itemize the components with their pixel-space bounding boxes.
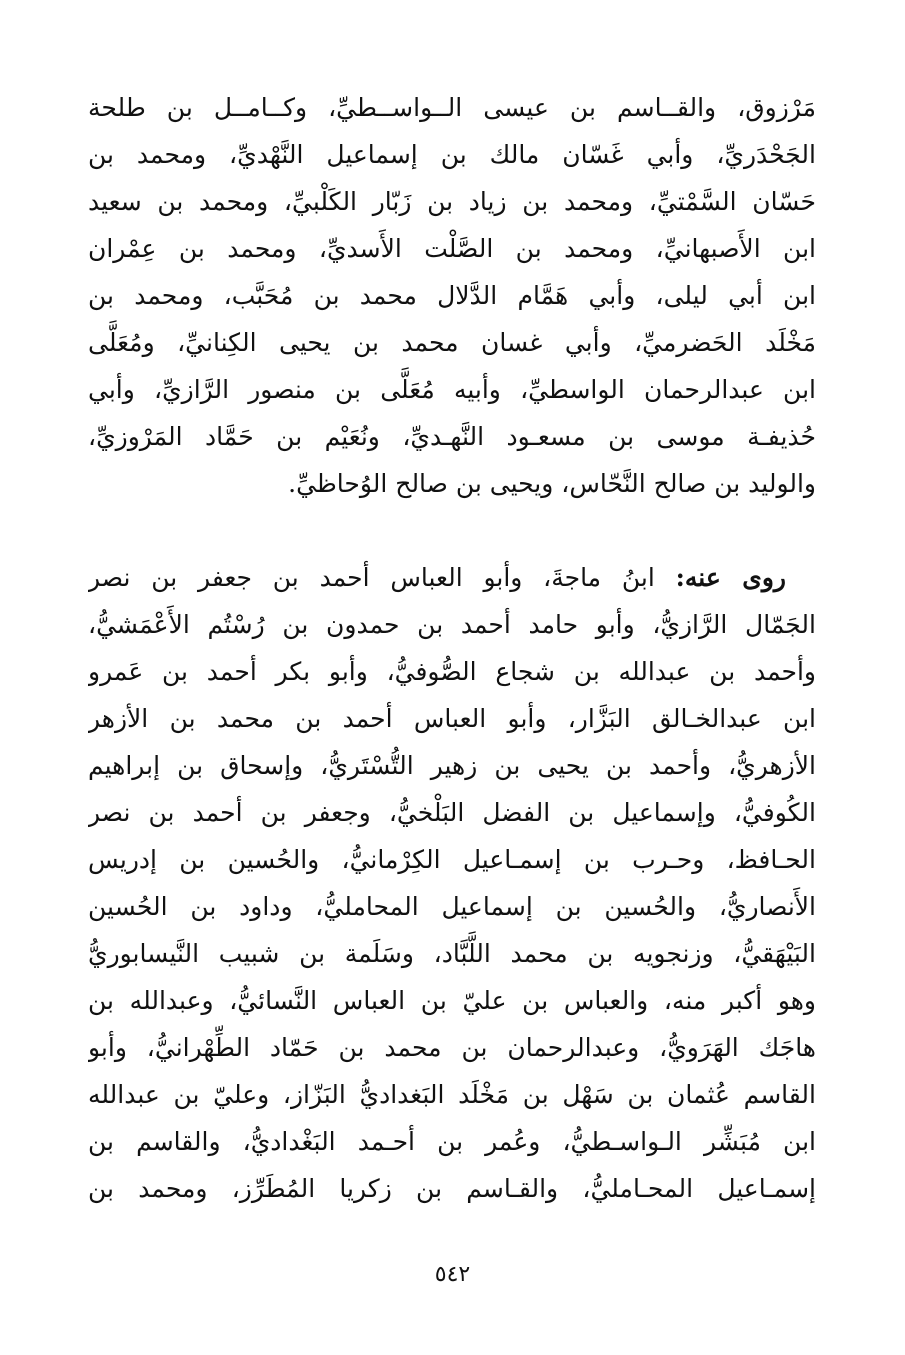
text-line: الأزهريُّ، وأحمد بن يحيى بن زهير التُّسْتَريُّ، وإسحاق بن إبراهيم [88, 751, 816, 780]
text-line: الجَمّال الرَّازيُّ، وأبو حامد أحمد بن حمدون بن رُسْتُم الأَعْمَشيُّ، [88, 610, 816, 639]
text-line: الأَنصاريُّ، والحُسين بن إسماعيل المحامليُّ، وداود بن الحُسين [88, 892, 816, 921]
text-line: ابن الأَصبهانيِّ، ومحمد بن الصَّلْت الأَسديِّ، ومحمد بن عِمْران [88, 234, 816, 263]
text-line: القاسم عُثمان بن سَهْل بن مَخْلَد البَغداديُّ البَزّاز، وعليّ بن عبدالله [88, 1080, 816, 1109]
text-line: هاجَك الهَرَويُّ، وعبدالرحمان بن محمد بن حَمّاد الطِّهْرانيُّ، وأبو [88, 1033, 816, 1062]
text-line: الجَحْدَريِّ، وأبي غَسّان مالك بن إسماعيل النَّهْديِّ، ومحمد بن [88, 140, 816, 169]
text-line: والوليد بن صالح النَّحّاس، ويحيى بن صالح الوُحاظيِّ. [288, 469, 816, 498]
text-line: الحـافظ، وحـرب بن إسمـاعيل الكِرْمانيُّ، والحُسين بن إدريس [88, 845, 816, 874]
text-line: حُذيفـة موسى بن مسعـود النَّهـديِّ، ونُعَيْم بن حَمَّاد المَرْوزيِّ، [88, 422, 816, 451]
page-number: ٥٤٢ [434, 1262, 471, 1287]
text-line: الكُوفيُّ، وإسماعيل بن الفضل البَلْخيُّ، وجعفر بن أحمد بن نصر [88, 798, 816, 827]
text-line: وهو أكبر منه، والعباس بن عليّ بن العباس النَّسائيُّ، وعبدالله بن [88, 986, 816, 1015]
text-line: ابن أبي ليلى، وأبي هَمَّام الدَّلال محمد بن مُحَبَّب، ومحمد بن [88, 281, 816, 310]
text-line-first [88, 554, 816, 601]
text-line-rest: ابنُ ماجةَ، وأبو العباس أحمد بن جعفر بن نصر [88, 563, 655, 592]
text-line: مَخْلَد الحَضرميِّ، وأبي غسان محمد بن يحيى الكِنانيِّ، ومُعَلَّى [88, 328, 816, 357]
text-line: ابن مُبَشِّر الـواسـطيُّ، وعُمر بن أحـمد البَغْداديُّ، والقاسم بن [88, 1127, 816, 1156]
text-line: حَسّان السَّمْتيِّ، ومحمد بن زياد بن زَبّار الكَلْبيِّ، ومحمد بن سعيد [88, 187, 816, 216]
section-lead: روى عنه: [675, 563, 787, 592]
text-line: مَرْزوق، والقــاسم بن عيسى الــواســطيِّ، وكــامــل بن طلحة [88, 93, 816, 122]
text-line: ابن عبدالخـالق البَزَّار، وأبو العباس أحمد بن محمد بن الأزهر [88, 704, 816, 733]
text-line: إسمـاعيل المحـامليُّ، والقـاسم بن زكريا المُطَرِّز، ومحمد بن [88, 1174, 816, 1203]
text-line: ابن عبدالرحمان الواسطيِّ، وأبيه مُعَلَّى بن منصور الرَّازيِّ، وأبي [88, 375, 816, 404]
paragraph-teachers [88, 84, 816, 507]
text-line: البَيْهَقيُّ، وزنجويه بن محمد اللَّبَّاد، وسَلَمة بن شبيب النَّيسابوريُّ [88, 939, 816, 968]
paragraph-students [88, 554, 816, 1212]
text-line: وأحمد بن عبدالله بن شجاع الصُّوفيُّ، وأبو بكر أحمد بن عَمرو [88, 657, 816, 686]
